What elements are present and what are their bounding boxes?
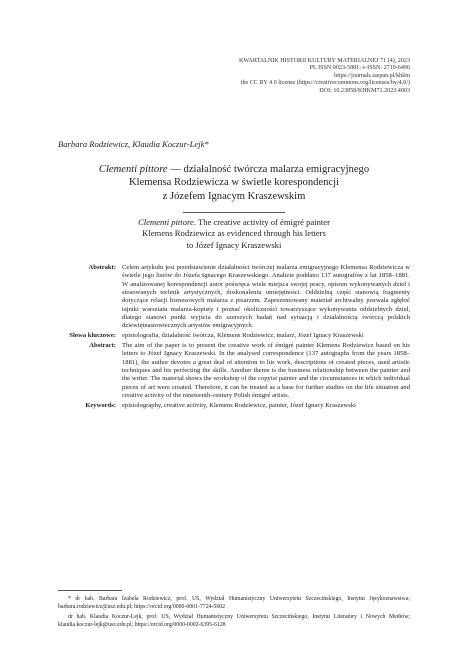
title-polish-line3: z Józefem Ignacym Kraszewskim — [162, 190, 306, 202]
title-english — [58, 217, 410, 251]
footnote-author-2: dr hab. Klaudia Koczur-Lejk, prof. US, Wydział Humanistyczny Uniwersytetu Szczecińskiego, Instytut Literatury i Nowych Mediów; klaudia.koczur-lejk@usz.edu.pl; https://orcid.org/0000-0002-6395-6128 — [58, 613, 410, 628]
abstract-english-text: The aim of the paper is to present the creative work of émigré painter Klemens Rodziewicz based on his letters to Józef Ignacy Kraszewski. In the analysed correspondence (137 autographs from the years 1858–1881), the author devotes a great deal of attention to his work, descriptions of created pieces, used artistic techniques and his perfecting the skills. Another theme is the business relationship between the painter and the writer. The material shows the workshop of the copyist painter and the circumstances in which individual pieces of art were created. Therefore, it can be treated as a base for further studies on the life situation and creative activity of the nineteenth-century Polish émigré artists. — [122, 342, 410, 400]
journal-doi[interactable]: DOI: 10.23858/KHKM71.2023.4003 — [319, 87, 410, 94]
footnotes — [58, 596, 410, 632]
title-polish-line2: Klemensa Rodziewicza w świetle korespondencji — [128, 177, 340, 189]
title-polish-italic: Clementi pittore — [98, 164, 168, 175]
title-english-rest: . The creative activity of émigré painter — [193, 217, 330, 227]
journal-header — [150, 58, 410, 95]
title-english-line3: to Józef Ignacy Kraszewski — [186, 239, 282, 250]
journal-url[interactable]: https://journals.iaepan.pl/khkm — [334, 72, 410, 79]
title-polish — [58, 163, 410, 203]
abstract-english-label: Abstract: — [89, 342, 116, 350]
abstract-english — [58, 342, 410, 400]
abstract-polish-label: Abstrakt: — [88, 264, 116, 271]
article-metadata — [58, 264, 410, 412]
footnote-divider — [58, 590, 122, 591]
title-divider — [183, 212, 285, 213]
author-line: Barbara Rodziewicz, Klaudia Koczur-Lejk* — [58, 139, 209, 149]
journal-title: KWARTALNIK HISTORII KULTURY MATERIALNEJ 71 (4), 2023 — [238, 58, 410, 64]
title-english-line2: Klemens Rodziewicz as evidenced through his letters — [142, 228, 326, 239]
abstract-polish — [58, 264, 410, 331]
journal-license[interactable]: the CC BY 4.0 license (https://creativecommons.org/licenses/by/4.0/) — [240, 80, 410, 87]
title-polish-line1 — [58, 163, 410, 176]
keywords-english — [58, 402, 410, 410]
title-english-italic: Clementi pittore — [138, 217, 194, 227]
abstract-polish-text: Celem artykułu jest przedstawienie działalności twórczej malarza emigracyjnego Klemensa Rodziewicza w świetle jego listów do Józefa Ignacego Kraszewskiego. Analizie poddano 137 autografów z lat 1858–1881. W analizowanej korespondencji autor poświęca wiele miejsca swojej pracy, opisom wykonywanych dzieł i stosowanych technik artystycznych, doskonaleniu umiejętności. Oddzielną część stanowią fragmenty dotyczące relacji biznesowych malarza z pisarzem. Zaprezentowany materiał archiwalny pozwala zgłębić tajniki warsztatu malarza-kopisty i poznać okoliczności towarzyszące wykonywaniu oddzielnych dzieł, dlatego stanowi punkt wyjścia do szerszych badań nad sytuacją i działalnością twórczą polskich dziewiętnastowiecznych artystów emigracyjnych. — [122, 264, 410, 330]
title-polish-rest: — działalność twórcza malarza emigracyjnego — [167, 164, 370, 175]
footnote-author-1: * dr hab. Barbara Izabela Rodziewicz, prof. US, Wydział Humanistyczny Uniwersytetu Szczecińskiego, Instytut Językoznawstwa; barbara.rodziewicz@usz.edu.pl; https://orcid.org/0000-0001-7724-5602 — [58, 596, 410, 610]
keywords-polish-text: epistolografia, działalność twórcza, Klemens Rodziewicz, malarz, Józef Ignacy Kraszewski — [122, 332, 364, 340]
keywords-polish — [58, 332, 410, 340]
journal-issn: PL ISSN 0023-5881; e-ISSN: 2719-6496 — [309, 65, 410, 72]
title-english-line1 — [58, 217, 410, 228]
keywords-english-text: epistolography, creative activity, Klemens Rodziewicz, painter, Józef Ignacy Kraszewski — [122, 402, 356, 409]
keywords-english-label: Keywords: — [85, 402, 116, 409]
keywords-polish-label: Słowa kluczowe: — [69, 332, 116, 340]
